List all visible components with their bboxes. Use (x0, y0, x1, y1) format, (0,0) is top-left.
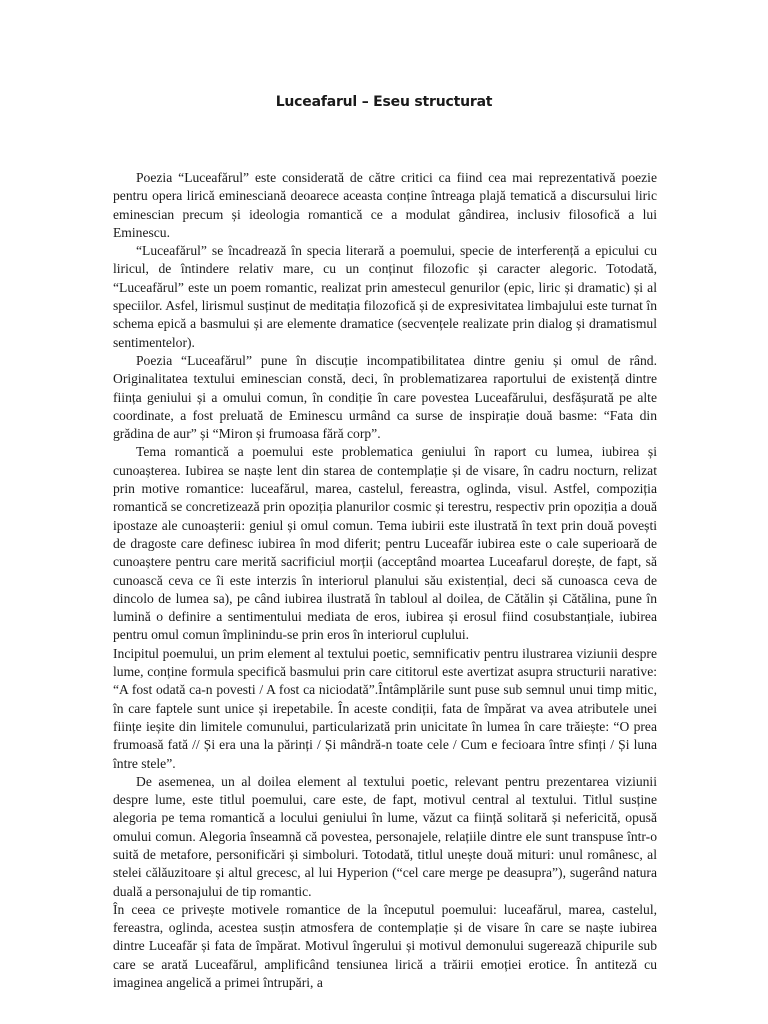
document-title: Luceafarul – Eseu structurat (275, 94, 493, 110)
paragraph-intro: Poezia “Luceafărul” este considerată de către critici ca fiind cea mai reprezentativă poezie pentru opera lirică eminesciană deoarece aceasta conține întreaga plajă tematică a discursului liric eminescian precum și ideologia romantică ce a modulat gândirea, inclusiv filosofică a lui Eminescu. (113, 170, 657, 240)
paragraph-genre: “Luceafărul” se încadrează în specia literară a poemului, specie de interferență a epicului cu liricul, de întindere relativ mare, cu un conținut filozofic și caracter alegoric. Totodată, “Luceafărul” este un poem romantic, realizat prin amestecul genurilor (epic, liric și dramatic) și al speciilor. Asfel, lirismul susținut de meditația filozofică și de expresivitatea limbajului este turnat în schema epică a basmului și are elemente dramatice (secvențele realizate prin dialog și dramatismul sentimentelor). (113, 243, 657, 350)
paragraph-originality: Poezia “Luceafărul” pune în discuție incompatibilitatea dintre geniu și omul de rând. Originalitatea textului eminescian constă, deci, în problematizarea raportului de existență dintre ființa geniului și a omului comun, în condiție în care povestea Luceafărului, desfășurată pe alte coordinate, a fost preluată de Eminescu urmând ca surse de inspirație două basme: “Fata din grădina de aur” și “Miron și frumoasa fără corp”. (113, 352, 657, 442)
document-body (113, 169, 657, 992)
paragraph-incipit: Incipitul poemului, un prim element al textului poetic, semnificativ pentru ilustrarea viziunii despre lume, conține formula specifică basmului prin care cititorul este avertizat asupra structurii narative: “A fost odată ca-n povesti / A fost ca niciodată”.Întâmplările sunt puse sub semnul unui timp mitic, în care faptele sunt unice și irepetabile. În aceste condiții, fata de împărat va avea atributele unei ființe ieșite din limitele comunului, particularizată prin unicitate în lumea în care trăiește: “O prea frumoasă fată // Și era una la părinți / Și mândră-n toate cele / Cum e fecioara între sfinți / Și luna între stele”. (113, 645, 657, 771)
paragraph-motifs: În ceea ce privește motivele romantice de la începutul poemului: luceafărul, marea, castelul, fereastra, oglinda, acestea susțin atmosfera de contemplație și de visare în care se naște iubirea dintre Luceafăr și fata de împărat. Motivul îngerului și motivul demonului sugerează chipurile sub care se arată Luceafărul, amplificând tensiunea lirică a trăirii emoției erotice. În antiteză cu imaginea angelică a primei întrupări, a (113, 901, 657, 991)
paragraph-theme: Tema romantică a poemului este problematica geniului în raport cu lumea, iubirea și cunoașterea. Iubirea se naște lent din starea de contemplație și de visare, în cadru nocturn, relizat prin motive romantice: luceafărul, marea, castelul, fereastra, oglinda, visul. Astfel, compoziția romantică se concretizează prin opoziția planurilor cosmic și terestru, respectiv prin opoziția a două ipostaze ale cunoașterii: geniul și omul comun. Tema iubirii este ilustrată în text prin două povești de dragoste care definesc iubirea în mod diferit; pentru Luceafăr iubirea este o cale superioară de cunoaștere pentru care merită sacrificiul morții (acceptând moartea Luceafarul dorește, de fapt, să cunoască ceva ce îi este interzis în interiorul planului său existențial, deci să cunoasca ceva de dincolo de lumea sa), pe când iubirea ilustrată în tabloul al doilea, de Cătălin și Cătălina, pune în lumină o definire a sentimentului mediata de eros, iubirea și erosul fiind cosubstanțiale, iubirea pentru omul comun împlinindu-se prin eros în interiorul cuplului. (113, 444, 657, 643)
paragraph-title-element: De asemenea, un al doilea element al textului poetic, relevant pentru prezentarea viziunii despre lume, este titlul poemului, care este, de fapt, motivul central al textului. Titlul susține alegoria pe tema romantică a locului geniului în lume, văzut ca ființă solitară și nefericită, opusă omului comun. Alegoria înseamnă că povestea, personajele, relațiile dintre ele sunt transpuse într-o suită de metafore, personificări și simboluri. Totodată, titlul unește două mituri: unul românesc, al stelei călăuzitoare și altul grecesc, al lui Hyperion (“cel care merge pe deasupra”), sugerând natura duală a personajului de tip romantic. (113, 773, 657, 899)
